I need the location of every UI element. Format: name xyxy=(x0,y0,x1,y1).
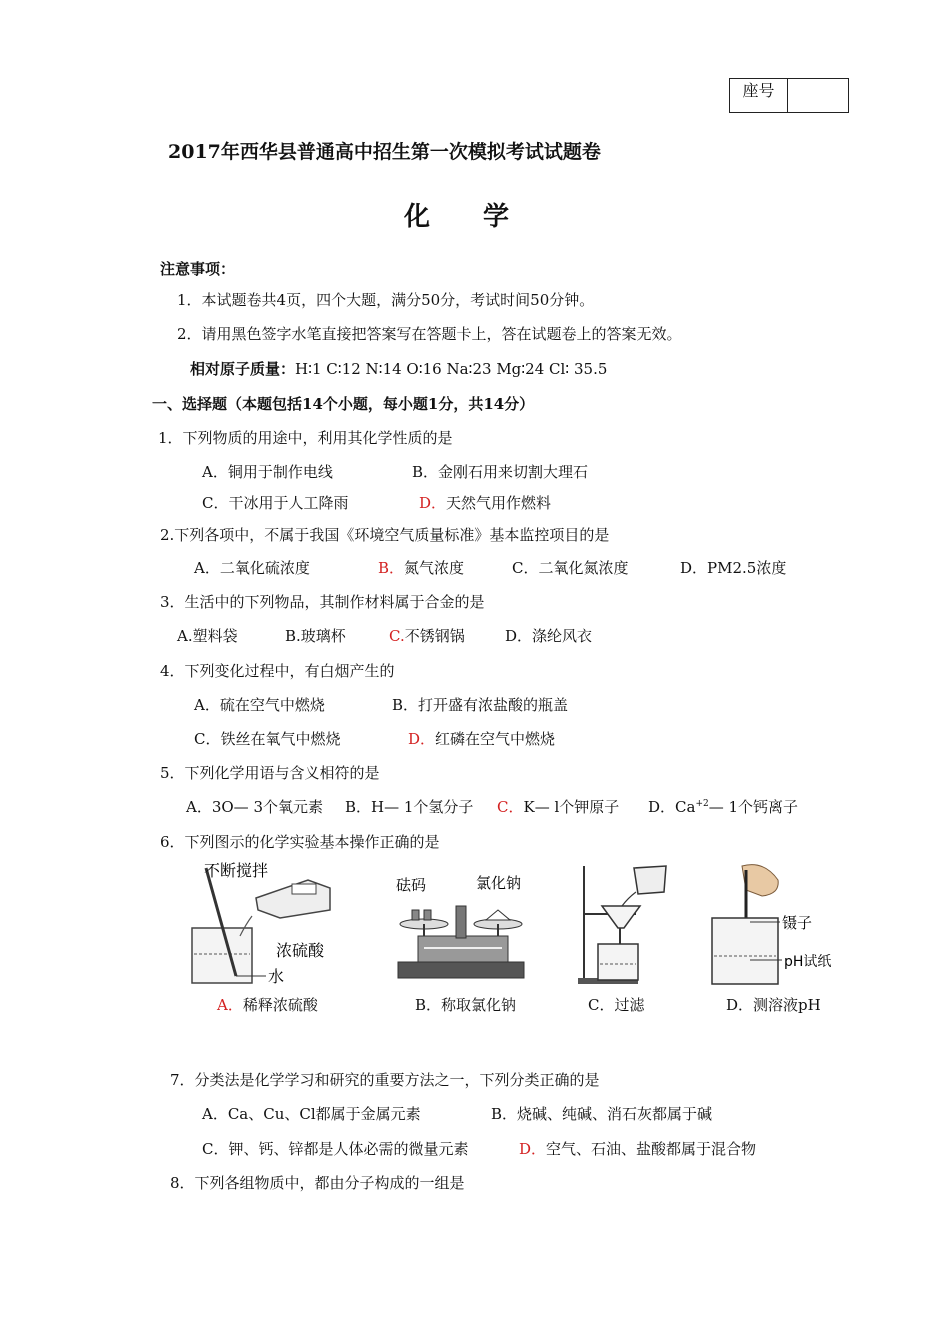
option-a: A．Ca、Cu、Cl都属于金属元素 xyxy=(202,1105,421,1123)
question-stem: 8．下列各组物质中，都由分子构成的一组是 xyxy=(170,1174,465,1192)
atomic-mass-values: H∶1 C∶12 N∶14 O∶16 Na∶23 Mg∶24 Cl∶ 35.5 xyxy=(295,360,608,378)
figure-balance xyxy=(390,866,530,982)
question-stem: 6．下列图示的化学实验基本操作正确的是 xyxy=(160,833,440,851)
answer-letter: B． xyxy=(378,559,405,577)
beaker-icon xyxy=(712,918,778,984)
option-d: D．天然气用作燃料 xyxy=(419,494,552,512)
option-b: B．打开盛有浓盐酸的瓶盖 xyxy=(392,696,569,714)
balance-icon xyxy=(398,962,524,978)
option-d: D．测溶液pH xyxy=(726,996,821,1014)
seat-number-box xyxy=(729,78,849,113)
option-a: A．3O— 3个氧元素 xyxy=(186,798,323,816)
figure-ph-test xyxy=(706,860,836,988)
option-c: C．二氧化氮浓度 xyxy=(512,559,629,577)
option-b: B.玻璃杯 xyxy=(285,627,346,645)
section-heading: 一、选择题（本题包括14个小题，每小题1分，共14分） xyxy=(152,395,535,413)
figure-filtration xyxy=(576,858,676,986)
option-a: A．硫在空气中燃烧 xyxy=(194,696,325,714)
answer-letter: D． xyxy=(419,494,447,512)
option-d: D．空气、石油、盐酸都属于混合物 xyxy=(519,1140,757,1158)
option-b: B．金刚石用来切割大理石 xyxy=(412,463,589,481)
label-acid: 浓硫酸 xyxy=(276,941,325,960)
question-stem: 4．下列变化过程中，有白烟产生的 xyxy=(160,662,395,680)
label-stir: 不断搅拌 xyxy=(204,861,269,880)
option-c: C.不锈钢锅 xyxy=(389,627,465,645)
question-stem: 2.下列各项中，不属于我国《环境空气质量标准》基本监控项目的是 xyxy=(160,526,610,544)
note-item: 1．本试题卷共4页，四个大题，满分50分，考试时间50分钟。 xyxy=(177,291,595,309)
option-d: D．涤纶风衣 xyxy=(505,627,593,645)
subject-title: 化 学 xyxy=(404,202,532,232)
option-d: D．PM2.5浓度 xyxy=(680,559,787,577)
question-stem: 7．分类法是化学学习和研究的重要方法之一，下列分类正确的是 xyxy=(170,1071,600,1089)
atomic-mass-label: 相对原子质量： xyxy=(190,360,296,378)
option-a: A．稀释浓硫酸 xyxy=(217,996,318,1014)
funnel-icon xyxy=(602,906,640,928)
option-d: D．红磷在空气中燃烧 xyxy=(408,730,556,748)
label-water: 水 xyxy=(268,967,285,986)
answer-letter: A． xyxy=(217,996,243,1014)
option-b: B．氮气浓度 xyxy=(378,559,465,577)
seat-label: 座号 xyxy=(730,79,788,112)
option-c: C．过滤 xyxy=(588,996,645,1014)
answer-letter: D． xyxy=(408,730,436,748)
option-a: A．铜用于制作电线 xyxy=(202,463,333,481)
option-d: D．$Ca^{+2}—$ 1个钙离子 xyxy=(648,798,799,816)
label-tweezers: 镊子 xyxy=(782,914,813,932)
option-a: A.塑料袋 xyxy=(177,627,238,645)
option-b: B．H— 1个氢分子 xyxy=(345,798,474,816)
option-b: B．称取氯化钠 xyxy=(415,996,517,1014)
answer-letter: D． xyxy=(519,1140,547,1158)
answer-letter: C. xyxy=(389,627,405,645)
note-item: 2．请用黑色签字水笔直接把答案写在答题卡上，答在试题卷上的答案无效。 xyxy=(177,325,682,343)
option-c: C．钾、钙、锌都是人体必需的微量元素 xyxy=(202,1140,469,1158)
option-b: B．烧碱、纯碱、消石灰都属于碱 xyxy=(491,1105,713,1123)
exam-title: 2017年西华县普通高中招生第一次模拟考试试题卷 xyxy=(168,141,601,163)
option-a: A．二氧化硫浓度 xyxy=(194,559,310,577)
beaker-icon xyxy=(192,928,252,983)
label-weight: 砝码 xyxy=(396,876,427,894)
answer-letter: C． xyxy=(497,798,524,816)
label-nacl: 氯化钠 xyxy=(476,874,522,892)
figure-dilute-acid xyxy=(188,858,338,990)
question-stem: 1．下列物质的用途中，利用其化学性质的是 xyxy=(158,429,453,447)
option-c: C．K— l个钾原子 xyxy=(497,798,620,816)
question-stem: 3．生活中的下列物品，其制作材料属于合金的是 xyxy=(160,593,485,611)
question-stem: 5．下列化学用语与含义相符的是 xyxy=(160,764,380,782)
label-ph: pH试纸 xyxy=(784,954,832,970)
option-c: C．铁丝在氧气中燃烧 xyxy=(194,730,341,748)
atomic-mass-line xyxy=(190,358,607,379)
beaker-pour-icon xyxy=(634,866,666,894)
notes-heading: 注意事项： xyxy=(160,260,236,278)
option-c: C．干冰用于人工降雨 xyxy=(202,494,349,512)
